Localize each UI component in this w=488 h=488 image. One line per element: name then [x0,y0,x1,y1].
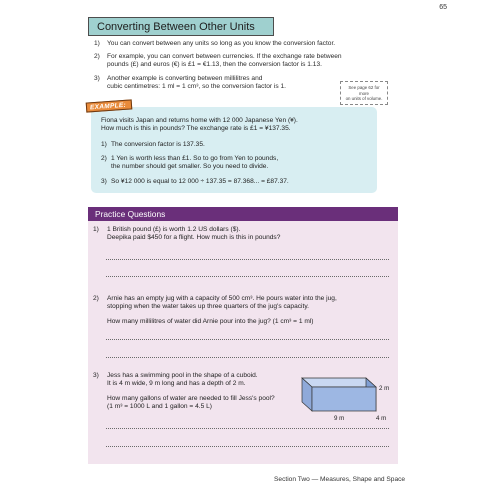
question-2-followup [93,318,388,326]
side-note [340,81,388,105]
intro-text: pounds (£) and euros (€) is £1 = €1.13, then the conversion factor is 1.13. [107,61,322,69]
title-box [88,17,274,36]
question-3-followup [93,395,293,411]
question-text: Deepika paid $450 for a flight. How much is this in pounds? [107,234,281,242]
page-title: Converting Between Other Units [97,21,255,33]
step-text: 1 Yen is worth less than £1. So to go from Yen to pounds, [111,155,279,162]
question-text: stopping when the water takes up three quarters of the jug's capacity. [107,303,309,311]
intro-text: For example, you can convert between currencies. If the exchange rate between [107,53,342,60]
question-3 [93,372,293,388]
example-step-2 [101,155,371,171]
question-1 [93,226,388,242]
intro-text: Another example is converting between millilitres and [107,75,263,82]
practice-heading: Practice Questions [95,209,166,219]
cuboid-top-face [302,378,376,387]
question-text: It is 4 m wide, 9 m long and has a depth of 2 m. [107,380,246,388]
question-text: How many millilitres of water did Arnie pour into the jug? (1 cm³ = 1 ml) [107,318,314,325]
step-text: The conversion factor is 137.35. [111,141,205,148]
answer-line[interactable] [106,339,389,340]
intro-point-3 [94,75,334,91]
intro-number: 3) [94,75,100,82]
example-step-3 [101,178,371,186]
question-number: 2) [93,295,99,302]
question-text: (1 m³ = 1000 L and 1 gallon = 4.5 L) [107,403,212,411]
answer-line[interactable] [106,259,389,260]
question-2 [93,295,388,311]
intro-text: cubic centimetres: 1 ml = 1 cm³, so the conversion factor is 1. [107,83,287,91]
step-number: 1) [101,141,107,148]
intro-number: 1) [94,40,100,47]
example-tag-label: EXAMPLE: [89,101,127,112]
question-text: Arnie has an empty jug with a capacity of 500 cm³. He pours water into the jug, [107,295,337,302]
cuboid-height-label: 2 m [379,385,390,392]
step-text: the number should get smaller. So you need to divide. [111,163,269,171]
answer-line[interactable] [106,357,389,358]
example-question [101,117,373,133]
page-number: 65 [439,4,447,11]
step-number: 3) [101,178,107,185]
answer-line[interactable] [106,428,389,429]
question-number: 3) [93,372,99,379]
answer-line[interactable] [106,276,389,277]
question-text: 1 British pound (£) is worth 1.2 US dollars ($). [107,226,241,233]
question-text: Jess has a swimming pool in the shape of a cuboid. [107,372,258,379]
intro-point-2 [94,53,394,69]
example-step-1 [101,141,371,149]
page-footer: Section Two — Measures, Shape and Space [274,476,406,483]
answer-line[interactable] [106,446,389,447]
cuboid-width-label: 4 m [376,415,387,422]
step-number: 2) [101,155,107,162]
side-note-line: on units of volume. [345,96,383,101]
side-note-line: See page 62 for more [348,85,380,96]
example-question-line: Fiona visits Japan and returns home with 12 000 Japanese Yen (¥). [101,117,298,124]
example-question-line: How much is this in pounds? The exchange rate is £1 = ¥137.35. [101,125,291,133]
question-text: How many gallons of water are needed to fill Jess's pool? [107,395,275,402]
intro-point-1 [94,40,394,48]
practice-header [88,207,398,221]
question-number: 1) [93,226,99,233]
cuboid-length-label: 9 m [334,415,345,422]
cuboid-diagram [290,375,388,423]
step-text: So ¥12 000 is equal to 12 000 ÷ 137.35 = 87.368... = £87.37. [111,178,289,185]
cuboid-front [312,387,376,411]
intro-text: You can convert between any units so long as you know the conversion factor. [107,40,336,47]
intro-number: 2) [94,53,100,60]
